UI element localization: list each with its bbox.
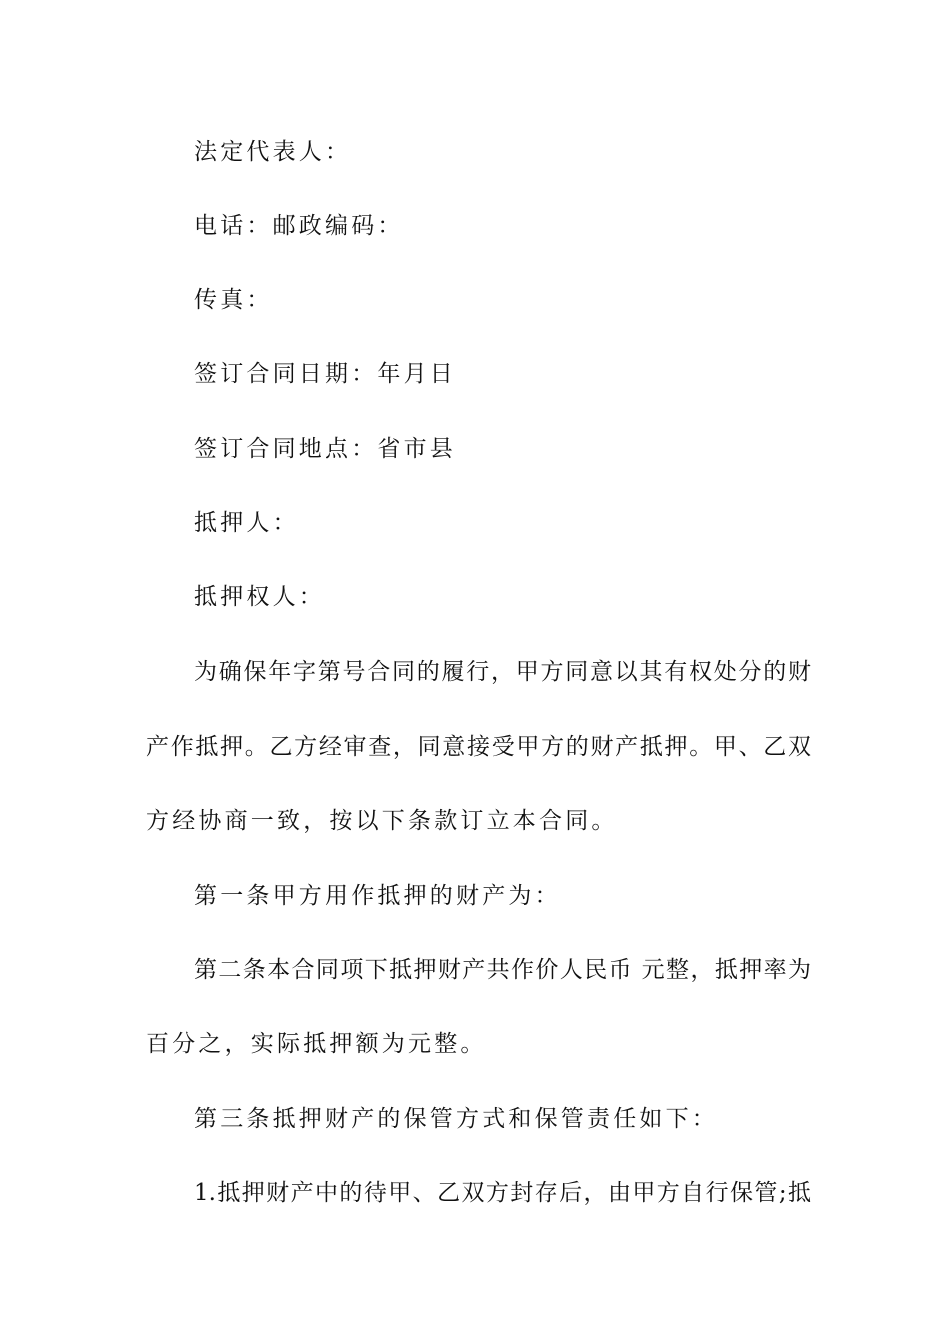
mortgagee-line: 抵押权人： [194,584,325,610]
article-3-line: 第三条抵押财产的保管方式和保管责任如下： [194,1106,718,1132]
paragraph-intro-line-3: 方经协商一致，按以下条款订立本合同。 [146,808,618,834]
article-2-line-1: 第二条本合同项下抵押财产共作价人民币 元整，抵押率为 [194,957,811,983]
signing-date-line: 签订合同日期：年月日 [194,361,456,387]
mortgagor-line: 抵押人： [194,510,299,536]
article-3-item-1-line: 1.抵押财产中的待甲、乙双方封存后，由甲方自行保管;抵 [194,1180,811,1206]
legal-representative-line: 法定代表人： [194,139,352,165]
phone-postcode-line: 电话：邮政编码： [194,213,404,239]
paragraph-intro-line-2: 产作抵押。乙方经审查，同意接受甲方的财产抵押。甲、乙双 [146,734,811,760]
paragraph-intro-line-1: 为确保年字第号合同的履行，甲方同意以其有权处分的财 [194,659,811,685]
article-1-line: 第一条甲方用作抵押的财产为： [194,883,561,909]
fax-line: 传真： [194,287,273,313]
signing-place-line: 签订合同地点：省市县 [194,436,456,462]
article-2-line-2: 百分之，实际抵押额为元整。 [146,1031,487,1057]
